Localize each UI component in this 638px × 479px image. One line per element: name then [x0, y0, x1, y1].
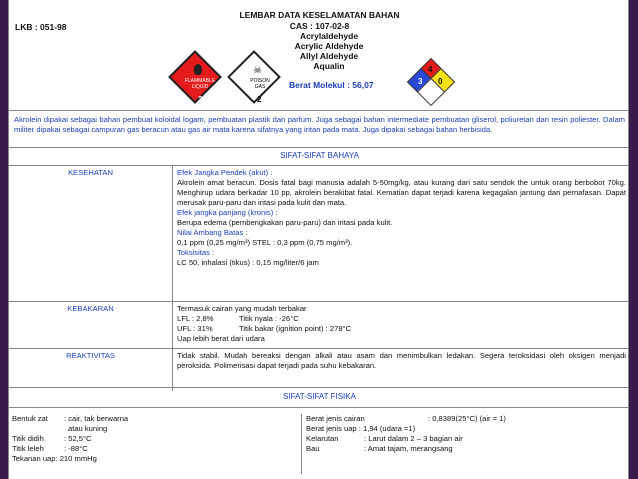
flammable-label: FLAMMABLE LIQUID [184, 78, 216, 90]
boiling-key: Titik didih [12, 434, 44, 443]
threshold-title: Nilai Ambang Batas : [177, 228, 248, 237]
fire-line: Uap lebih berat dari udara [177, 334, 265, 343]
skull-icon: ☠ [253, 65, 262, 76]
sheet-header [9, 0, 629, 110]
boiling-value: : 52,5°C [64, 434, 92, 443]
fire-line: Termasuk cairan yang mudah terbakar [177, 304, 307, 313]
chemical-names [259, 31, 399, 71]
flammable-class-number: 3 [198, 95, 203, 104]
nfpa-left-value: 3 [418, 77, 423, 86]
reactivity-text: Tidak stabil. Mudah bereaksi dengan alkali atau asam dan menimbulkan ledakan. Segera teroksidasi oleh oksigen menjadi peroksida. Polimerisasi dapat terjadi pada suhu kebakaran. [173, 349, 630, 392]
table-row [9, 302, 629, 349]
molecular-weight: Berat Molekul : 56,07 [289, 80, 374, 90]
form-key: Bentuk zat [12, 414, 48, 423]
chemical-name: Allyl Aldehyde [299, 51, 359, 61]
flame-icon [194, 64, 202, 75]
acute-effect-text: Akrolein amat beracun. Dosis fatal bagi manusia adalah 5-50mg/kg, atau kurang dari satu sendok the untuk orang berbobot 70kg. Menghirup udara berkadar 10 pp, akrolein berakibat fatal. Kematian dapat terjadi karena kegagalan jantung dan pernafasan. Dapat merusak paru-paru dan iritasi pada kulit dan mata. [177, 178, 626, 207]
health-label: KESEHATAN [9, 166, 173, 302]
usage-description: Akrolein dipakai sebagai bahan pembuat koloidal logam, pembuatan plastik dan parfum. Juga sebagai bahan intermediate pembuatan gliserol, poliuretan dan resin poliester. Dalam militer dipakai sebagai campuran gas beracun atau gas air mata karena sifatnya yang iritan pada mata. Juga dipakai sebagai bahan herbisida. [9, 110, 629, 139]
reactivity-label: REAKTIVITAS [9, 349, 173, 392]
nfpa-top-value: 4 [428, 65, 433, 74]
acute-effect-title: Efek Jangka Pendek (akut) : [177, 168, 273, 177]
threshold-text: 0,1 ppm (0,25 mg/m³) STEL : 0,3 ppm (0,75 mg/m³). [177, 238, 353, 247]
vapor-density: Berat jenis uap : 1,94 (udara =1) [306, 424, 416, 433]
odor-key: Bau [306, 444, 320, 453]
solubility-value: : Larut dalam 2 – 3 bagian air [364, 434, 463, 443]
nfpa-diamond-icon [411, 62, 451, 102]
density-value: : 0,8389(25°C) (air = 1) [428, 414, 506, 423]
chemical-name: Acrylic Aldehyde [294, 41, 364, 51]
physical-properties [9, 407, 629, 479]
physical-section-title: SIFAT-SIFAT FISIKA [9, 387, 629, 408]
odor-value: : Amat tajam, merangsang [364, 444, 453, 453]
melting-value: : -88°C [64, 444, 88, 453]
lkb-number: LKB : 051-98 [15, 22, 67, 32]
table-row [9, 166, 629, 302]
chemical-name: Aqualin [313, 61, 345, 71]
toxicity-title: Toksisitas : [177, 248, 215, 257]
fire-lfl: LFL : 2,8% Titik nyala : -26°C [177, 314, 299, 323]
fire-ufl: UFL : 31% Titik bakar (ignition point) : 278°C [177, 324, 352, 333]
chronic-effect-text: Berupa edema (pembengkakan paru-paru) dan iritasi pada kulit. [177, 218, 393, 227]
poison-class-number: 2 [257, 95, 262, 104]
form-value: : cair, tak berwarna [64, 414, 129, 423]
vapor-pressure: Tekanan uap: 210 mmHg [12, 454, 97, 463]
health-content [173, 166, 630, 302]
melting-key: Titik leleh [12, 444, 44, 453]
hazard-section-title: SIFAT-SIFAT BAHAYA [9, 147, 629, 166]
physical-left [12, 414, 292, 464]
fire-label: KEBAKARAN [9, 302, 173, 349]
nfpa-right-value: 0 [438, 77, 443, 86]
fire-content [173, 302, 630, 349]
chemical-name: Acrylaldehyde [299, 31, 359, 41]
physical-right [301, 414, 629, 474]
cas-number: CAS : 107-02-8 [289, 21, 350, 31]
poison-label: POISON GAS [250, 78, 270, 90]
form-value-2: atau kuning [68, 424, 108, 433]
flammable-liquid-hazard-icon [168, 50, 222, 104]
hazard-table [9, 165, 629, 391]
toxicity-text: LC 50, inhalasi (tikus) : 0,15 mg/liter/6 jam [177, 258, 319, 267]
document-title: LEMBAR DATA KESELAMATAN BAHAN [239, 10, 400, 20]
solubility-key: Kelarutan [306, 434, 339, 443]
chronic-effect-title: Efek jangka panjang (kronis) : [177, 208, 278, 217]
density-key: Berat jenis cairan [306, 414, 365, 423]
table-row [9, 349, 629, 392]
safety-data-sheet [8, 0, 629, 479]
